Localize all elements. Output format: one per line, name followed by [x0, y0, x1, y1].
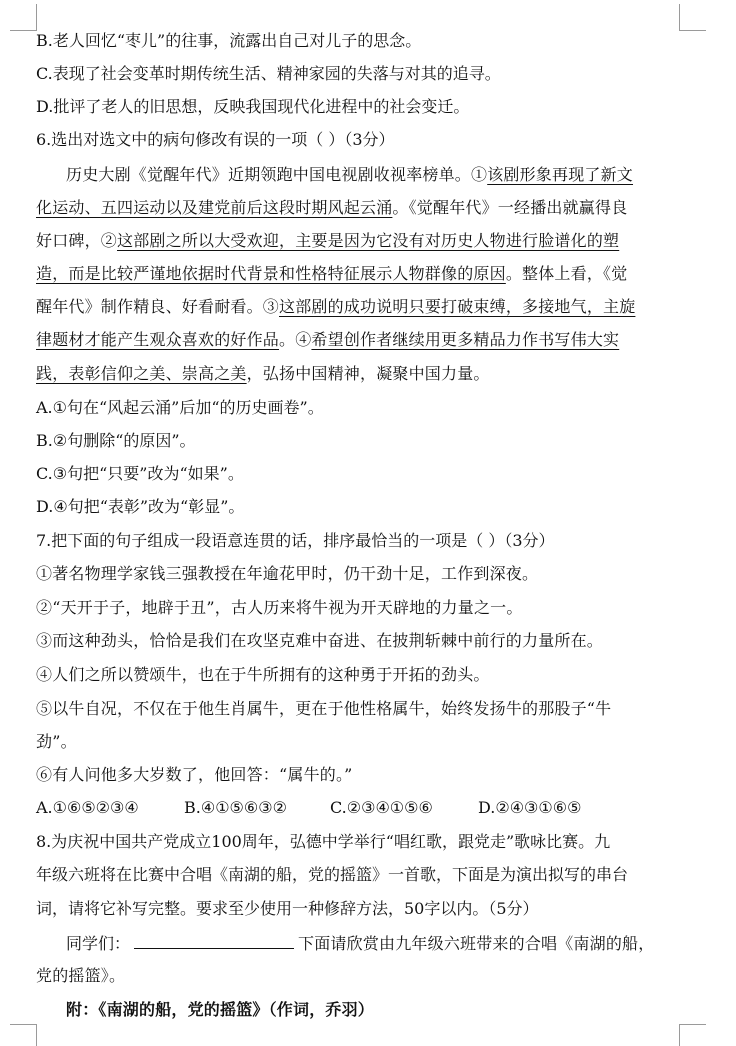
- crop-mark-top-right-h: [679, 30, 706, 31]
- q6-sentence-1-underlined: 该剧形象再现了新文: [487, 165, 634, 184]
- q6-stem: 6.选出对选文中的病句修改有误的一项（ ）（3分）: [36, 130, 395, 149]
- q6-passage-text: ，弘扬中国精神，凝聚中国力量。: [246, 364, 490, 383]
- crop-mark-top-right-v: [679, 4, 680, 30]
- q6-option-d: D.④句把“表彰”改为“彰显”。: [36, 497, 245, 516]
- crop-mark-bottom-left-h: [10, 1024, 37, 1025]
- q6-passage-line-1: [66, 165, 633, 185]
- q6-passage-text: 。《觉醒年代》一经播出就赢得良: [392, 198, 628, 217]
- q6-sentence-3-underlined: 这部剧的成功说明只要打破束缚，多接地气，主旋: [279, 297, 636, 316]
- q7-stem: 7.把下面的句子组成一段语意连贯的话，排序最恰当的一项是（ ）（3分）: [36, 531, 555, 550]
- q8-script-greeting: 同学们：: [66, 934, 131, 953]
- q7-option-b: B.④①⑤⑥③②: [184, 798, 287, 817]
- q5-option-b: B.老人回忆“枣儿”的往事，流露出自己对儿子的思念。: [36, 31, 422, 50]
- q8-script-line-2: 党的摇篮》。: [36, 966, 126, 985]
- q8-script-text: 下面请欣赏由九年级六班带来的合唱《南湖的船，: [298, 934, 655, 953]
- q6-sentence-1-underlined: 化运动、五四运动以及建党前后这段时期风起云涌: [36, 198, 393, 217]
- q6-passage-text: 。整体上看，《觉: [505, 264, 628, 283]
- q8-answer-blank[interactable]: [134, 932, 294, 949]
- q6-passage-text: 好口碑，②: [36, 231, 118, 250]
- q6-passage-line-7: [36, 364, 490, 384]
- q6-passage-line-6: [36, 330, 619, 350]
- q7-sentence-2: ②“天开于子，地辟于丑”，古人历来将牛视为开天辟地的力量之一。: [36, 598, 523, 617]
- q7-sentence-5-line-1: ⑤以牛自况，不仅在于他生肖属牛，更在于他性格属牛，始终发扬牛的那股子“牛: [36, 699, 612, 718]
- q6-option-c: C.③句把“只要”改为“如果”。: [36, 464, 244, 483]
- q6-passage-line-4: [36, 264, 627, 284]
- q6-passage-line-5: [36, 297, 635, 317]
- crop-mark-top-left-v: [36, 4, 37, 30]
- q6-passage-line-2: [36, 198, 627, 218]
- q8-stem-line-1: 8.为庆祝中国共产党成立100周年，弘德中学举行“唱红歌，跟党走”歌咏比赛。九: [36, 832, 611, 851]
- q6-passage-text: 醒年代》制作精良、好看耐看。③: [36, 297, 280, 316]
- q8-appendix: 附：《南湖的船，党的摇篮》（作词，乔羽）: [66, 1000, 375, 1019]
- crop-mark-bottom-right-h: [679, 1024, 706, 1025]
- q6-option-a: A.①句在“风起云涌”后加“的历史画卷”。: [36, 398, 324, 417]
- q6-option-b: B.②句删除“的原因”。: [36, 431, 196, 450]
- q8-stem-line-3: 词，请将它补写完整。要求至少使用一种修辞方法，50字以内。（5分）: [36, 899, 539, 918]
- q7-option-c: C.②③④①⑤⑥: [330, 798, 433, 817]
- q6-sentence-2-underlined: 造，而是比较严谨地依据时代背景和性格特征展示人物群像的原因: [36, 264, 506, 283]
- q7-sentence-3: ③而这种劲头，恰恰是我们在攻坚克难中奋进、在披荆斩棘中前行的力量所在。: [36, 631, 604, 650]
- q7-sentence-6: ⑥有人问他多大岁数了，他回答：“属牛的。”: [36, 765, 353, 784]
- q6-sentence-2-underlined: 这部剧之所以大受欢迎，主要是因为它没有对历史人物进行脸谱化的塑: [117, 231, 620, 250]
- q7-sentence-5-line-2: 劲”。: [36, 732, 77, 751]
- q8-stem-line-2: 年级六班将在比赛中合唱《南湖的船，党的摇篮》一首歌，下面是为演出拟写的串台: [36, 865, 629, 884]
- crop-mark-bottom-right-v: [679, 1024, 680, 1046]
- q6-sentence-4-underlined: 希望创作者继续用更多精品力作书写伟大实: [311, 330, 620, 349]
- q6-passage-line-3: [36, 231, 619, 251]
- q8-script-line-1: [66, 932, 654, 954]
- q6-passage-text: 历史大剧《觉醒年代》近期领跑中国电视剧收视率榜单。①: [66, 165, 488, 184]
- q7-sentence-1: ①著名物理学家钱三强教授在年逾花甲时，仍干劲十足，工作到深夜。: [36, 564, 539, 583]
- q5-option-d: D.批评了老人的旧思想，反映我国现代化进程中的社会变迁。: [36, 97, 470, 116]
- q7-sentence-4: ④人们之所以赞颂牛，也在于牛所拥有的这种勇于开拓的劲头。: [36, 665, 490, 684]
- q6-passage-text: 。④: [279, 330, 312, 349]
- crop-mark-top-left-h: [10, 30, 37, 31]
- q7-option-a: A.①⑥⑤②③④: [36, 798, 139, 817]
- q7-options: [36, 798, 581, 818]
- q7-option-d: D.②④③①⑥⑤: [478, 798, 582, 817]
- q5-option-c: C.表现了社会变革时期传统生活、精神家园的失落与对其的追寻。: [36, 64, 501, 83]
- crop-mark-bottom-left-v: [36, 1024, 37, 1046]
- q6-sentence-4-underlined: 践，表彰信仰之美、崇高之美: [36, 364, 247, 383]
- q6-sentence-3-underlined: 律题材才能产生观众喜欢的好作品: [36, 330, 280, 349]
